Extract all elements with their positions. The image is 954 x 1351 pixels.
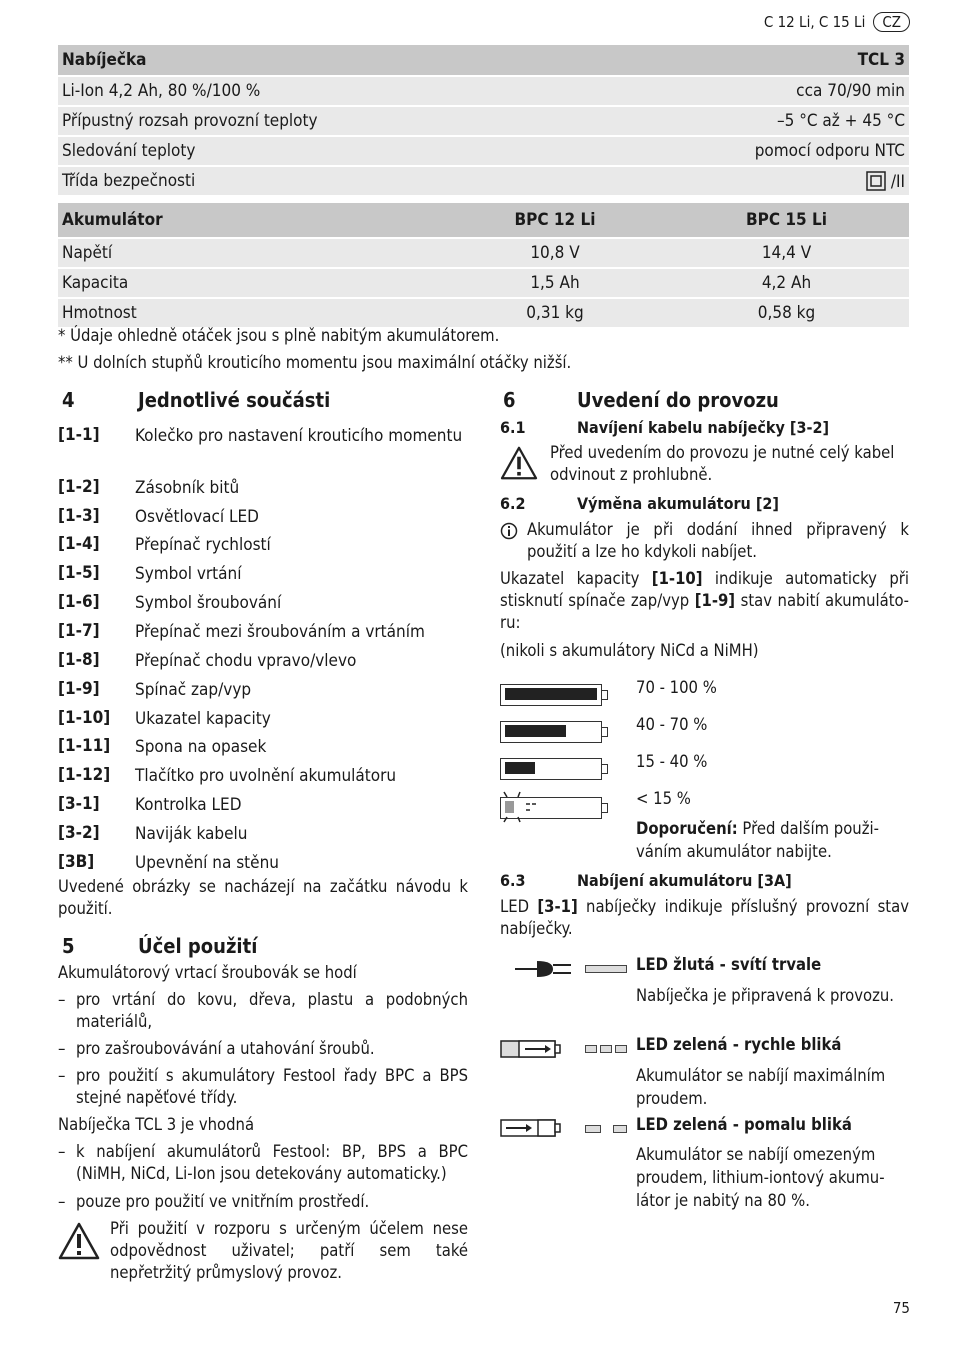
text-run: LED	[500, 897, 538, 916]
item-text: Zásobník bitů	[135, 478, 240, 498]
list-item	[58, 534, 468, 557]
item-key: [1-5]	[58, 563, 100, 583]
led-steady-icon	[585, 965, 627, 973]
led-state-title: LED žlutá - svítí trvale	[636, 955, 822, 974]
text-run: Ukazatel kapacity	[500, 569, 652, 588]
ref-key: [3-1]	[537, 897, 578, 916]
bullet-item	[58, 1038, 468, 1060]
table-cell: Sledování teploty	[58, 136, 590, 166]
item-key: [1-6]	[58, 592, 100, 612]
bullet-dash: –	[58, 990, 66, 1009]
list-item	[58, 425, 468, 448]
paragraph: (nikoli s akumulátory NiCd a NiMH)	[500, 641, 759, 660]
footnote: * Údaje ohledně otáček jsou s plně nabitým akumulátorem.	[58, 326, 500, 345]
table-cell: Hmotnost	[58, 298, 446, 327]
item-key: [1-7]	[58, 621, 100, 641]
item-key: [1-2]	[58, 477, 100, 497]
subsection-title: Navíjení kabelu nabíječky [3-2]	[577, 418, 830, 437]
list-item	[58, 650, 468, 673]
language-badge: CZ	[873, 12, 910, 32]
battery-fill	[505, 688, 597, 700]
item-key: [1-1]	[58, 425, 100, 445]
list-item	[58, 852, 468, 875]
table-row	[58, 268, 909, 298]
bullet-text: pro použití s akumulátory Festool řady BPC a BPS stejné napěťové třídy.	[76, 1066, 468, 1107]
section-heading	[503, 388, 779, 412]
item-key: [1-4]	[58, 534, 100, 554]
bullet-dash: –	[58, 1039, 66, 1058]
section-heading	[62, 388, 330, 412]
item-text: Naviják kabelu	[135, 824, 248, 844]
item-text: Přepínač chodu vpravo/vlevo	[135, 651, 357, 671]
footnote: ** U dolních stupňů krouticího momentu jsou maximální otáčky nižší.	[58, 353, 572, 372]
paragraph: Akumulátorový vrtací šroubovák se hodí	[58, 963, 357, 982]
table-row	[58, 106, 909, 136]
list-item	[58, 592, 468, 615]
charger-table	[58, 45, 909, 195]
bullet-text: pro zašroubovávání a utahování šroubů.	[76, 1039, 375, 1058]
level-label: 40 - 70 %	[636, 715, 708, 734]
table-row	[58, 166, 909, 195]
item-text: Spínač zap/vyp	[135, 680, 252, 700]
list-item	[58, 621, 468, 644]
subsection-title: Výměna akumulátoru [2]	[577, 494, 779, 513]
subsection-number: 6.3	[500, 871, 526, 890]
page-header	[764, 12, 910, 32]
item-text: Osvětlovací LED	[135, 507, 259, 527]
model-label: C 12 Li, C 15 Li	[763, 13, 866, 31]
plug-icon	[515, 958, 573, 980]
info-icon	[500, 522, 518, 540]
warning-icon	[500, 446, 538, 480]
table-row	[58, 136, 909, 166]
led-state-title: LED zelená - pomalu bliká	[636, 1115, 852, 1134]
table-cell: BPC 12 Li	[446, 203, 664, 238]
section-title: Jednotlivé součásti	[138, 388, 331, 412]
bullet-text: pouze pro použití ve vnitřním prostředí.	[76, 1192, 370, 1211]
recommendation-label: Doporučení:	[636, 819, 738, 838]
item-key: [1-3]	[58, 506, 100, 526]
subsection-number: 6.1	[500, 418, 526, 437]
battery-cap	[602, 764, 608, 774]
paragraph	[500, 896, 909, 940]
item-key: [3-2]	[58, 823, 100, 843]
battery-level-icon	[500, 758, 602, 780]
section-number: 4	[62, 388, 75, 412]
table-cell: BPC 15 Li	[664, 203, 909, 238]
item-text: Přepínač mezi šroubováním a vrtáním	[135, 622, 425, 642]
table-cell: 1,5 Ah	[446, 268, 664, 298]
table-row	[58, 238, 909, 268]
list-item	[58, 823, 468, 846]
table-cell: Li-Ion 4,2 Ah, 80 %/100 %	[58, 76, 590, 106]
battery-fill	[505, 725, 566, 737]
battery-fill	[505, 762, 535, 774]
led-state-desc: Nabíječka je připravená k provozu.	[636, 986, 894, 1005]
table-cell-text: /II	[890, 171, 905, 192]
subsection-title: Nabíjení akumulátoru [3A]	[577, 871, 792, 890]
item-key: [3-1]	[58, 794, 100, 814]
table-cell: –5 °C až + 45 °C	[590, 106, 909, 136]
bullet-dash: –	[58, 1142, 66, 1161]
section-title: Uvedení do provozu	[577, 388, 779, 412]
item-text: Spona na opasek	[135, 737, 267, 757]
battery-cap	[602, 727, 608, 737]
text-run: nabíječky indikuje příslušný provozní stav nabíječky.	[500, 897, 910, 938]
table-cell: Kapacita	[58, 268, 446, 298]
list-item	[58, 736, 468, 759]
battery-charging-icon	[500, 1118, 562, 1138]
subsection-heading	[500, 418, 829, 437]
item-key: [1-10]	[58, 708, 111, 728]
battery-table	[58, 203, 909, 327]
battery-level-icon	[500, 721, 602, 743]
led-state-desc: Akumulátor se nabíjí omezeným proudem, lithium-iontový akumulátor je nabitý na 80 %.	[636, 1145, 885, 1210]
table-cell: Přípustný rozsah provozní teploty	[58, 106, 590, 136]
bullet-dash: –	[58, 1192, 66, 1211]
table-cell: TCL 3	[590, 45, 909, 76]
warning-text: Před uvedením do provozu je nutné celý kabel odvinout z prohlubně.	[550, 443, 895, 484]
led-fast-blink-icon	[585, 1045, 597, 1053]
ref-key: [1-10]	[651, 569, 703, 588]
table-row	[58, 76, 909, 106]
table-header-row	[58, 45, 909, 76]
bullet-text: pro vrtání do kovu, dřeva, plastu a podobných materiálů,	[76, 990, 468, 1031]
table-cell: 10,8 V	[446, 238, 664, 268]
item-text: Symbol vrtání	[135, 564, 242, 584]
bullet-item	[58, 989, 468, 1033]
list-item	[58, 477, 468, 500]
ref-key: [1-9]	[694, 591, 736, 610]
recommendation	[636, 817, 908, 863]
table-row	[58, 298, 909, 327]
warning-icon	[58, 1222, 100, 1260]
item-text: Ukazatel kapacity	[135, 709, 271, 729]
table-cell: Nabíječka	[58, 45, 590, 76]
blink-rays-icon	[496, 790, 546, 824]
section-number: 6	[503, 388, 516, 412]
led-state-desc: Akumulátor se nabíjí maximálním proudem.	[636, 1066, 886, 1108]
section-number: 5	[62, 934, 75, 958]
battery-level-icon	[500, 684, 602, 706]
item-text: Symbol šroubování	[135, 593, 282, 613]
level-label: 70 - 100 %	[636, 678, 717, 697]
table-cell: Napětí	[58, 238, 446, 268]
table-cell: 4,2 Ah	[664, 268, 909, 298]
recommendation-text: Před dalším použiváním akumulátor nabijte.	[636, 819, 879, 861]
subsection-heading	[500, 494, 779, 513]
led-slow-blink-icon	[585, 1125, 601, 1133]
battery-cap	[602, 803, 608, 813]
led-fast-blink-icon	[615, 1045, 627, 1053]
section-footer-text: Uvedené obrázky se nacházejí na začátku návodu k použití.	[58, 877, 468, 918]
list-item	[58, 765, 468, 788]
item-text: Kontrolka LED	[135, 795, 242, 815]
section-heading	[62, 934, 257, 958]
bullet-dash: –	[58, 1066, 66, 1085]
text-run: stav nabití akumulátoru:	[500, 591, 909, 632]
led-fast-blink-icon	[600, 1045, 612, 1053]
battery-charging-icon	[500, 1039, 562, 1059]
item-text: Přepínač rychlostí	[135, 535, 271, 555]
text-run: indikuje automaticky při stisknutí spínače zap/vyp	[500, 569, 909, 610]
item-key: [1-9]	[58, 679, 100, 699]
item-key: [3B]	[58, 852, 95, 872]
section-title: Účel použití	[138, 934, 258, 958]
item-text: Kolečko pro nastavení krouticího momentu	[135, 426, 463, 446]
table-cell: 0,31 kg	[446, 298, 664, 327]
list-item	[58, 679, 468, 702]
page-number: 75	[892, 1299, 910, 1317]
table-cell: Třída bezpečnosti	[58, 166, 590, 195]
warning-text: Při použití v rozporu s určeným účelem nese odpovědnost uživatel; patří sem také nepřetržitý průmyslový provoz.	[110, 1219, 468, 1282]
bullet-item	[58, 1065, 468, 1109]
bullet-item	[58, 1141, 468, 1185]
item-key: [1-8]	[58, 650, 100, 670]
info-text: Akumulátor je při dodání ihned připravený k použití a lze ho kdykoli nabíjet.	[527, 520, 909, 561]
table-cell: pomocí odporu NTC	[590, 136, 909, 166]
paragraph	[500, 568, 909, 634]
led-state-title: LED zelená - rychle bliká	[636, 1035, 842, 1054]
list-item	[58, 708, 468, 731]
bullet-text: k nabíjení akumulátorů Festool: BP, BPS a BPC (NiMH, NiCd, Li-Ion jsou detekovány automaticky.)	[76, 1142, 468, 1183]
item-key: [1-11]	[58, 736, 111, 756]
table-header-row	[58, 203, 909, 238]
table-cell: 0,58 kg	[664, 298, 909, 327]
level-label: < 15 %	[636, 789, 691, 808]
table-cell: Akumulátor	[58, 203, 446, 238]
item-key: [1-12]	[58, 765, 111, 785]
table-cell: 14,4 V	[664, 238, 909, 268]
paragraph: Nabíječka TCL 3 je vhodná	[58, 1115, 255, 1134]
item-text: Tlačítko pro uvolnění akumulátoru	[135, 766, 397, 786]
protection-class-icon	[866, 171, 886, 191]
level-label: 15 - 40 %	[636, 752, 708, 771]
subsection-heading	[500, 871, 792, 890]
table-cell: cca 70/90 min	[590, 76, 909, 106]
item-text: Upevnění na stěnu	[135, 853, 279, 873]
bullet-item	[58, 1191, 468, 1213]
battery-cap	[602, 690, 608, 700]
led-slow-blink-icon	[613, 1125, 627, 1133]
list-item	[58, 794, 468, 817]
list-item	[58, 563, 468, 586]
subsection-number: 6.2	[500, 494, 526, 513]
table-cell	[590, 166, 909, 195]
list-item	[58, 506, 468, 529]
